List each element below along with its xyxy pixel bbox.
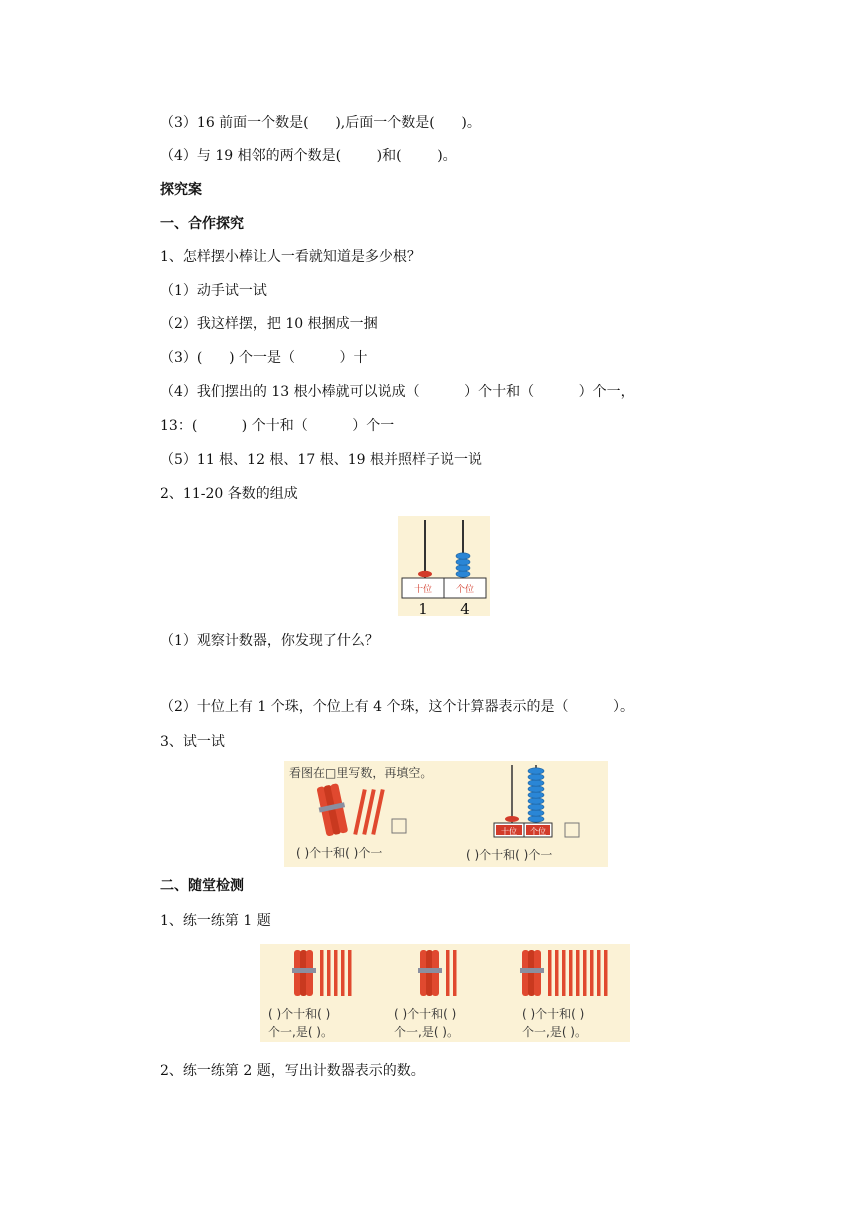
line-q4: （4）与 19 相邻的两个数是( )和( )。	[160, 148, 457, 164]
stick-bundle	[418, 950, 442, 996]
ones-bead	[528, 816, 544, 822]
practice-1-line2: 个一,是( )。	[268, 1025, 333, 1039]
ones-bead	[528, 774, 544, 780]
loose-stick	[348, 950, 352, 996]
loose-stick	[576, 950, 580, 996]
line-2-2: （2）十位上有 1 个珠，个位上有 4 个珠，这个计算器表示的是（ ）。	[160, 699, 635, 715]
ones-bead	[456, 571, 470, 577]
practice-1-line1: ( )个十和( )	[268, 1007, 331, 1021]
tens-bead	[505, 816, 519, 822]
loose-stick	[604, 950, 608, 996]
loose-stick	[320, 950, 324, 996]
try-ones-label: 个位	[530, 827, 546, 836]
ones-bead	[456, 559, 470, 565]
line-1-4: （4）我们摆出的 13 根小棒就可以说成（ ）个十和（ ）个一，	[160, 384, 635, 400]
line-2-1: （1）观察计数器，你发现了什么？	[160, 633, 379, 649]
heading-check: 二、随堂检测	[160, 878, 244, 894]
try-left-caption: ( )个十和( )个一	[296, 846, 383, 860]
line-3: 3、试一试	[160, 734, 225, 750]
loose-stick	[446, 950, 450, 996]
loose-stick	[334, 950, 338, 996]
ones-bead	[528, 768, 544, 774]
loose-stick	[548, 950, 552, 996]
try-tens-label: 十位	[501, 827, 517, 836]
ones-bead	[528, 804, 544, 810]
ones-bead	[456, 553, 470, 559]
line-1-4b: 13：( ) 个十和（ ）个一	[160, 418, 395, 434]
abacus-tens-digit: 1	[418, 600, 428, 616]
line-check-1: 1、练一练第 1 题	[160, 913, 271, 929]
loose-stick	[327, 950, 331, 996]
line-2: 2、11-20 各数的组成	[160, 486, 298, 502]
practice-2-line1: ( )个十和( )	[394, 1007, 457, 1021]
practice-3-line1: ( )个十和( )	[522, 1007, 585, 1021]
ones-bead	[528, 792, 544, 798]
abacus-ones-label: 个位	[455, 585, 475, 595]
line-q3: （3）16 前面一个数是( ),后面一个数是( )。	[160, 115, 481, 131]
practice-3-line2: 个一,是( )。	[522, 1025, 587, 1039]
try-right-caption: ( )个十和( )个一	[466, 848, 553, 862]
tens-bead	[418, 571, 432, 577]
practice-figure	[260, 944, 630, 1042]
line-1-1: （1）动手试一试	[160, 283, 267, 299]
ones-bead	[456, 565, 470, 571]
line-1-3: （3）( ) 个一是（ ）十	[160, 350, 368, 366]
loose-stick	[555, 950, 559, 996]
abacus-figure	[398, 516, 490, 616]
abacus-ones-digit: 4	[460, 600, 470, 616]
heading-explore: 探究案	[160, 182, 202, 198]
ones-bead	[528, 786, 544, 792]
stick-bundle	[292, 950, 316, 996]
ones-bead	[528, 798, 544, 804]
line-1-2: （2）我这样摆，把 10 根捆成一捆	[160, 316, 378, 332]
loose-stick	[341, 950, 345, 996]
try-instruction: 看图在□里写数，再填空。	[289, 766, 433, 780]
loose-stick	[562, 950, 566, 996]
loose-stick	[453, 950, 457, 996]
loose-stick	[569, 950, 573, 996]
ones-bead	[528, 810, 544, 816]
line-1: 1、怎样摆小棒让人一看就知道是多少根？	[160, 249, 421, 265]
loose-stick	[597, 950, 601, 996]
heading-cooperate: 一、合作探究	[160, 216, 244, 232]
try-figure	[284, 761, 608, 867]
abacus-tens-label: 十位	[413, 585, 433, 595]
line-1-5: （5）11 根、12 根、17 根、19 根并照样子说一说	[160, 452, 482, 468]
answer-box-left	[392, 819, 406, 833]
practice-2-line2: 个一,是( )。	[394, 1025, 459, 1039]
stick-bundle	[520, 950, 544, 996]
loose-stick	[583, 950, 587, 996]
answer-box-right	[565, 823, 579, 837]
stick-bundle	[314, 783, 350, 837]
loose-stick	[590, 950, 594, 996]
ones-bead	[528, 780, 544, 786]
line-check-2: 2、练一练第 2 题，写出计数器表示的数。	[160, 1063, 425, 1079]
